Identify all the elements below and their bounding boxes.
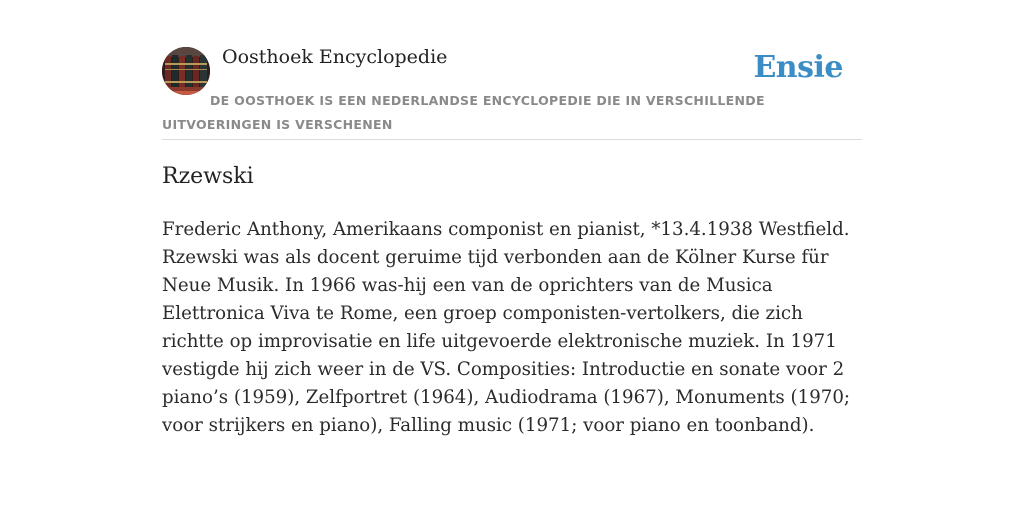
brand-logo[interactable]: Ensie (753, 50, 843, 85)
header-divider (162, 139, 862, 140)
article-title: Rzewski (162, 164, 254, 189)
site-tagline: DE OOSTHOEK IS EEN NEDERLANDSE ENCYCLOPEDIE DIE IN VERSCHILLENDE UITVOERINGEN IS VERSCHENEN (162, 93, 765, 132)
encyclopedia-books-icon[interactable] (162, 47, 210, 95)
site-name[interactable]: Oosthoek Encyclopedie (222, 46, 448, 68)
avatar-image (162, 47, 210, 95)
article-body: Frederic Anthony, Amerikaans componist en pianist, *13.4.1938 Westfield. Rzewski was als docent geruime tijd verbonden aan de Kölner Kurse für Neue Musik. In 1966 was-hij een van de oprichters van de Musica Elettronica Viva te Rome, een groep componisten-vertolkers, die zich richtte op improvisatie en life uitgevoerde elektronische muziek. In 1971 vestigde hij zich weer in de VS. Composities: Introductie en sonate voor 2 piano’s (1959), Zelfportret (1964), Audiodrama (1967), Monuments (1970; voor strijkers en piano), Falling music (1971; voor piano en toonband). (162, 219, 851, 436)
